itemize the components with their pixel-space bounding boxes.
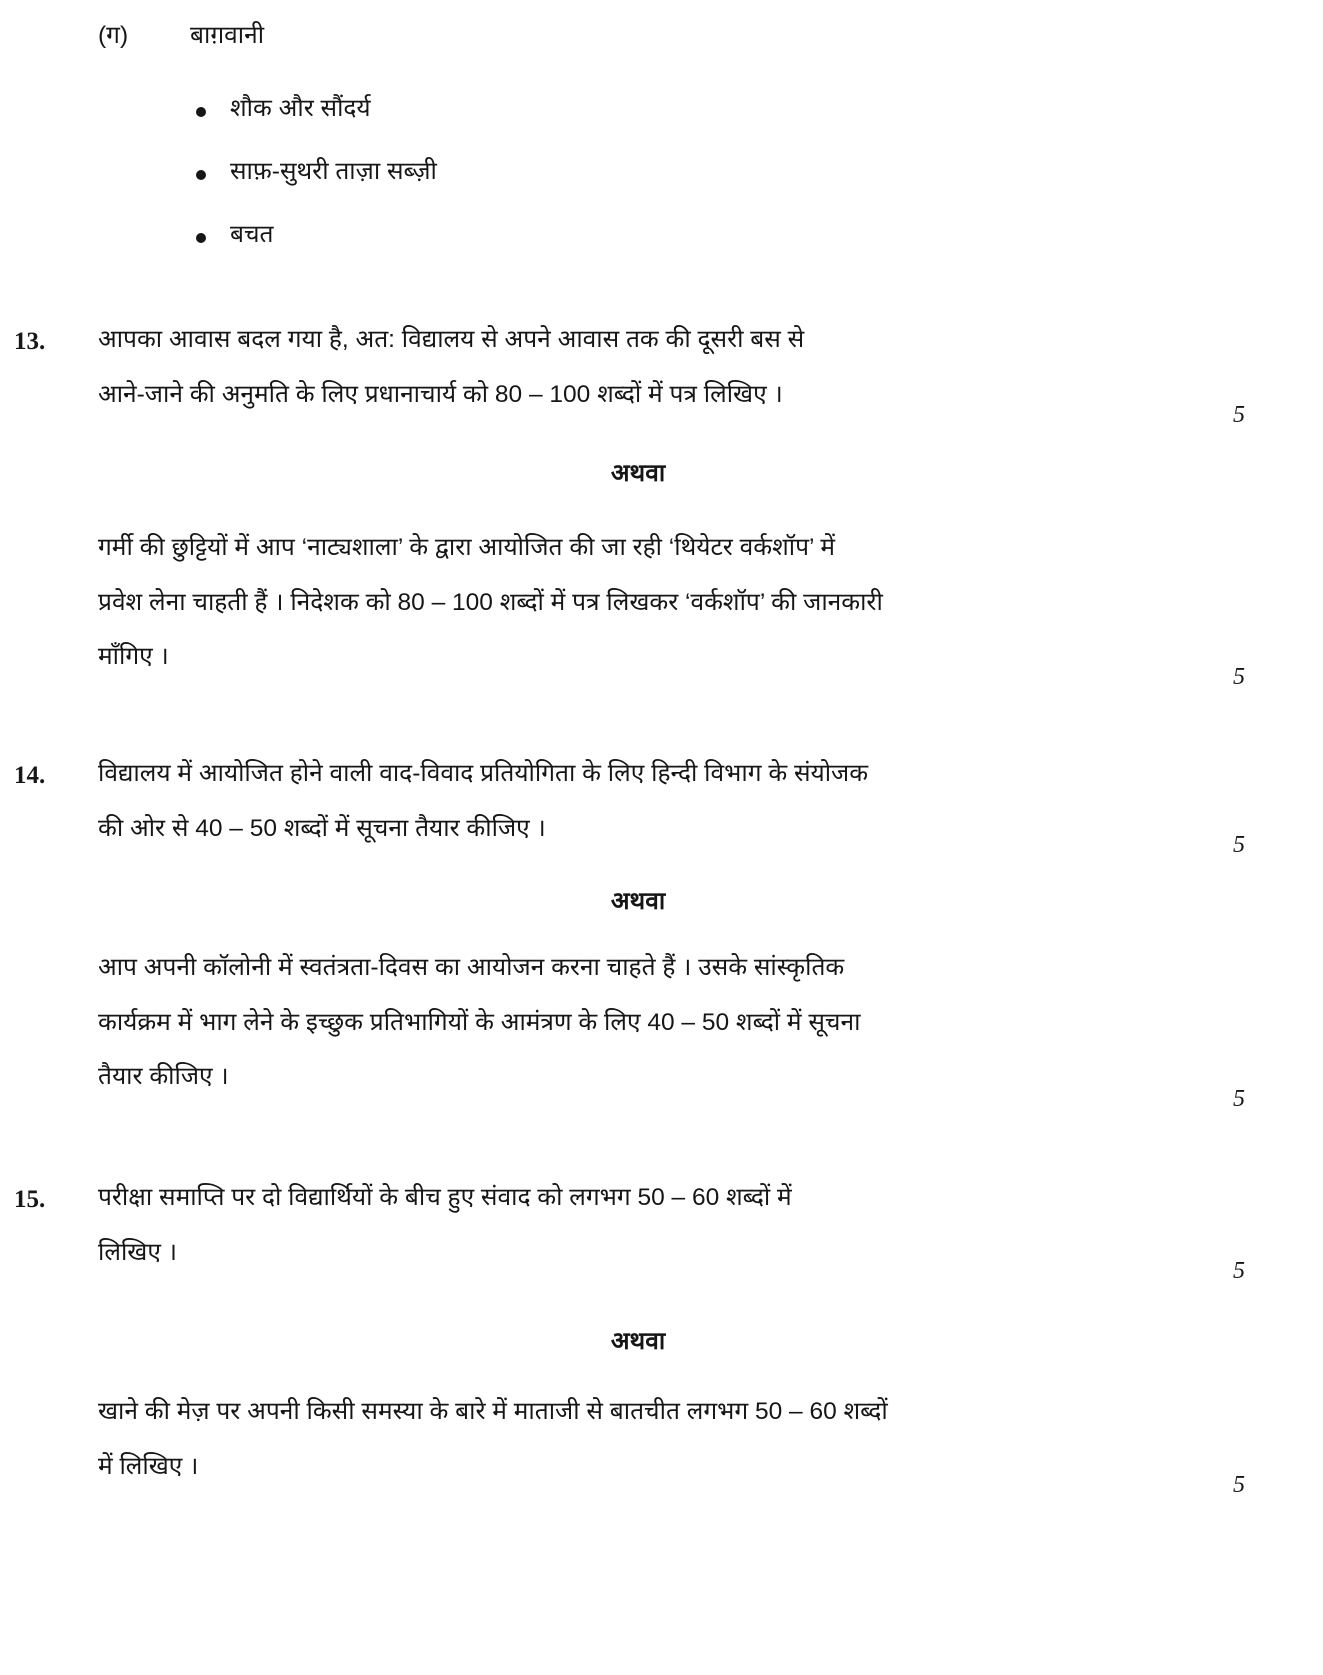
or-label: अथवा — [610, 888, 666, 915]
text-line: कार्यक्रम में भाग लेने के इच्छुक प्रतिभागियों के आमंत्रण के लिए 40 – 50 शब्दों में सूचना — [98, 1008, 861, 1036]
text-line: विद्यालय में आयोजित होने वाली वाद-विवाद प्रतियोगिता के लिए हिन्दी विभाग के संयोजक — [98, 760, 869, 787]
text-line: आने-जाने की अनुमति के लिए प्रधानाचार्य को 80 – 100 शब्दों में पत्र लिखिए । — [98, 380, 783, 408]
marks-value: 5 — [1233, 402, 1245, 428]
list-item — [196, 96, 437, 123]
question-number: 14. — [14, 762, 46, 789]
text-line: प्रवेश लेना चाहती हैं । निदेशक को 80 – 100 शब्दों में पत्र लिखकर ‘वर्कशॉप’ की जानकारी — [98, 588, 883, 616]
text-line: तैयार कीजिए । — [98, 1063, 229, 1090]
part-c-title: बाग़वानी — [190, 22, 265, 49]
text-line: की ओर से 40 – 50 शब्दों में सूचना तैयार कीजिए । — [98, 814, 546, 842]
marks-value: 5 — [1233, 1472, 1245, 1498]
question-13-alternative — [0, 534, 1323, 690]
question-14-main-text — [98, 762, 1178, 841]
text-line: गर्मी की छुट्टियों में आप ‘नाट्यशाला’ के द्वारा आयोजित की जा रही ‘थियेटर वर्कशॉप’ में — [98, 534, 835, 561]
bullet-text: बचत — [230, 220, 274, 248]
text-line: आपका आवास बदल गया है, अत: विद्यालय से अपने आवास तक की दूसरी बस से — [98, 326, 805, 353]
marks-value: 5 — [1233, 1086, 1245, 1112]
question-14-or-label — [98, 890, 1178, 915]
marks-value: 5 — [1233, 832, 1245, 858]
text-line: आप अपनी कॉलोनी में स्वतंत्रता-दिवस का आयोजन करना चाहते हैं । उसके सांस्कृतिक — [98, 954, 845, 981]
question-14-alt-text — [98, 956, 1178, 1090]
marks-value: 5 — [1233, 1258, 1245, 1284]
marks-value: 5 — [1233, 664, 1245, 690]
question-14-alternative — [0, 954, 1323, 1112]
question-15-main-text — [98, 1186, 1178, 1265]
question-13-or-label — [98, 462, 1178, 487]
question-13-alt-text — [98, 536, 1178, 670]
text-line: परीक्षा समाप्ति पर दो विद्यार्थियों के बीच हुए संवाद को लगभग 50 – 60 शब्दों में — [98, 1184, 792, 1211]
text-line: खाने की मेज़ पर अपनी किसी समस्या के बारे में माताजी से बातचीत लगभग 50 – 60 शब्दों — [98, 1398, 888, 1425]
question-15 — [0, 1184, 1323, 1284]
bullet-text: शौक और सौंदर्य — [230, 95, 371, 122]
question-13 — [0, 326, 1323, 428]
question-15-alternative — [0, 1398, 1323, 1498]
question-15-or-label — [98, 1330, 1178, 1355]
part-c-label: (ग) — [98, 22, 129, 49]
part-c-bullet-list — [196, 96, 437, 285]
question-15-alt-text — [98, 1400, 1178, 1479]
text-line: लिखिए । — [98, 1238, 177, 1266]
question-number: 15. — [14, 1186, 46, 1213]
bullet-dot-icon — [196, 170, 206, 180]
list-item — [196, 222, 437, 249]
bullet-dot-icon — [196, 233, 206, 243]
bullet-text: साफ़-सुथरी ताज़ा सब्ज़ी — [230, 157, 437, 185]
list-item — [196, 159, 437, 186]
question-13-main-text — [98, 328, 1178, 407]
or-label: अथवा — [610, 460, 666, 487]
text-line: माँगिए । — [98, 643, 169, 670]
question-14 — [0, 760, 1323, 858]
bullet-dot-icon — [196, 107, 206, 117]
text-line: में लिखिए । — [98, 1452, 199, 1480]
or-label: अथवा — [610, 1328, 666, 1355]
question-number: 13. — [14, 328, 46, 355]
